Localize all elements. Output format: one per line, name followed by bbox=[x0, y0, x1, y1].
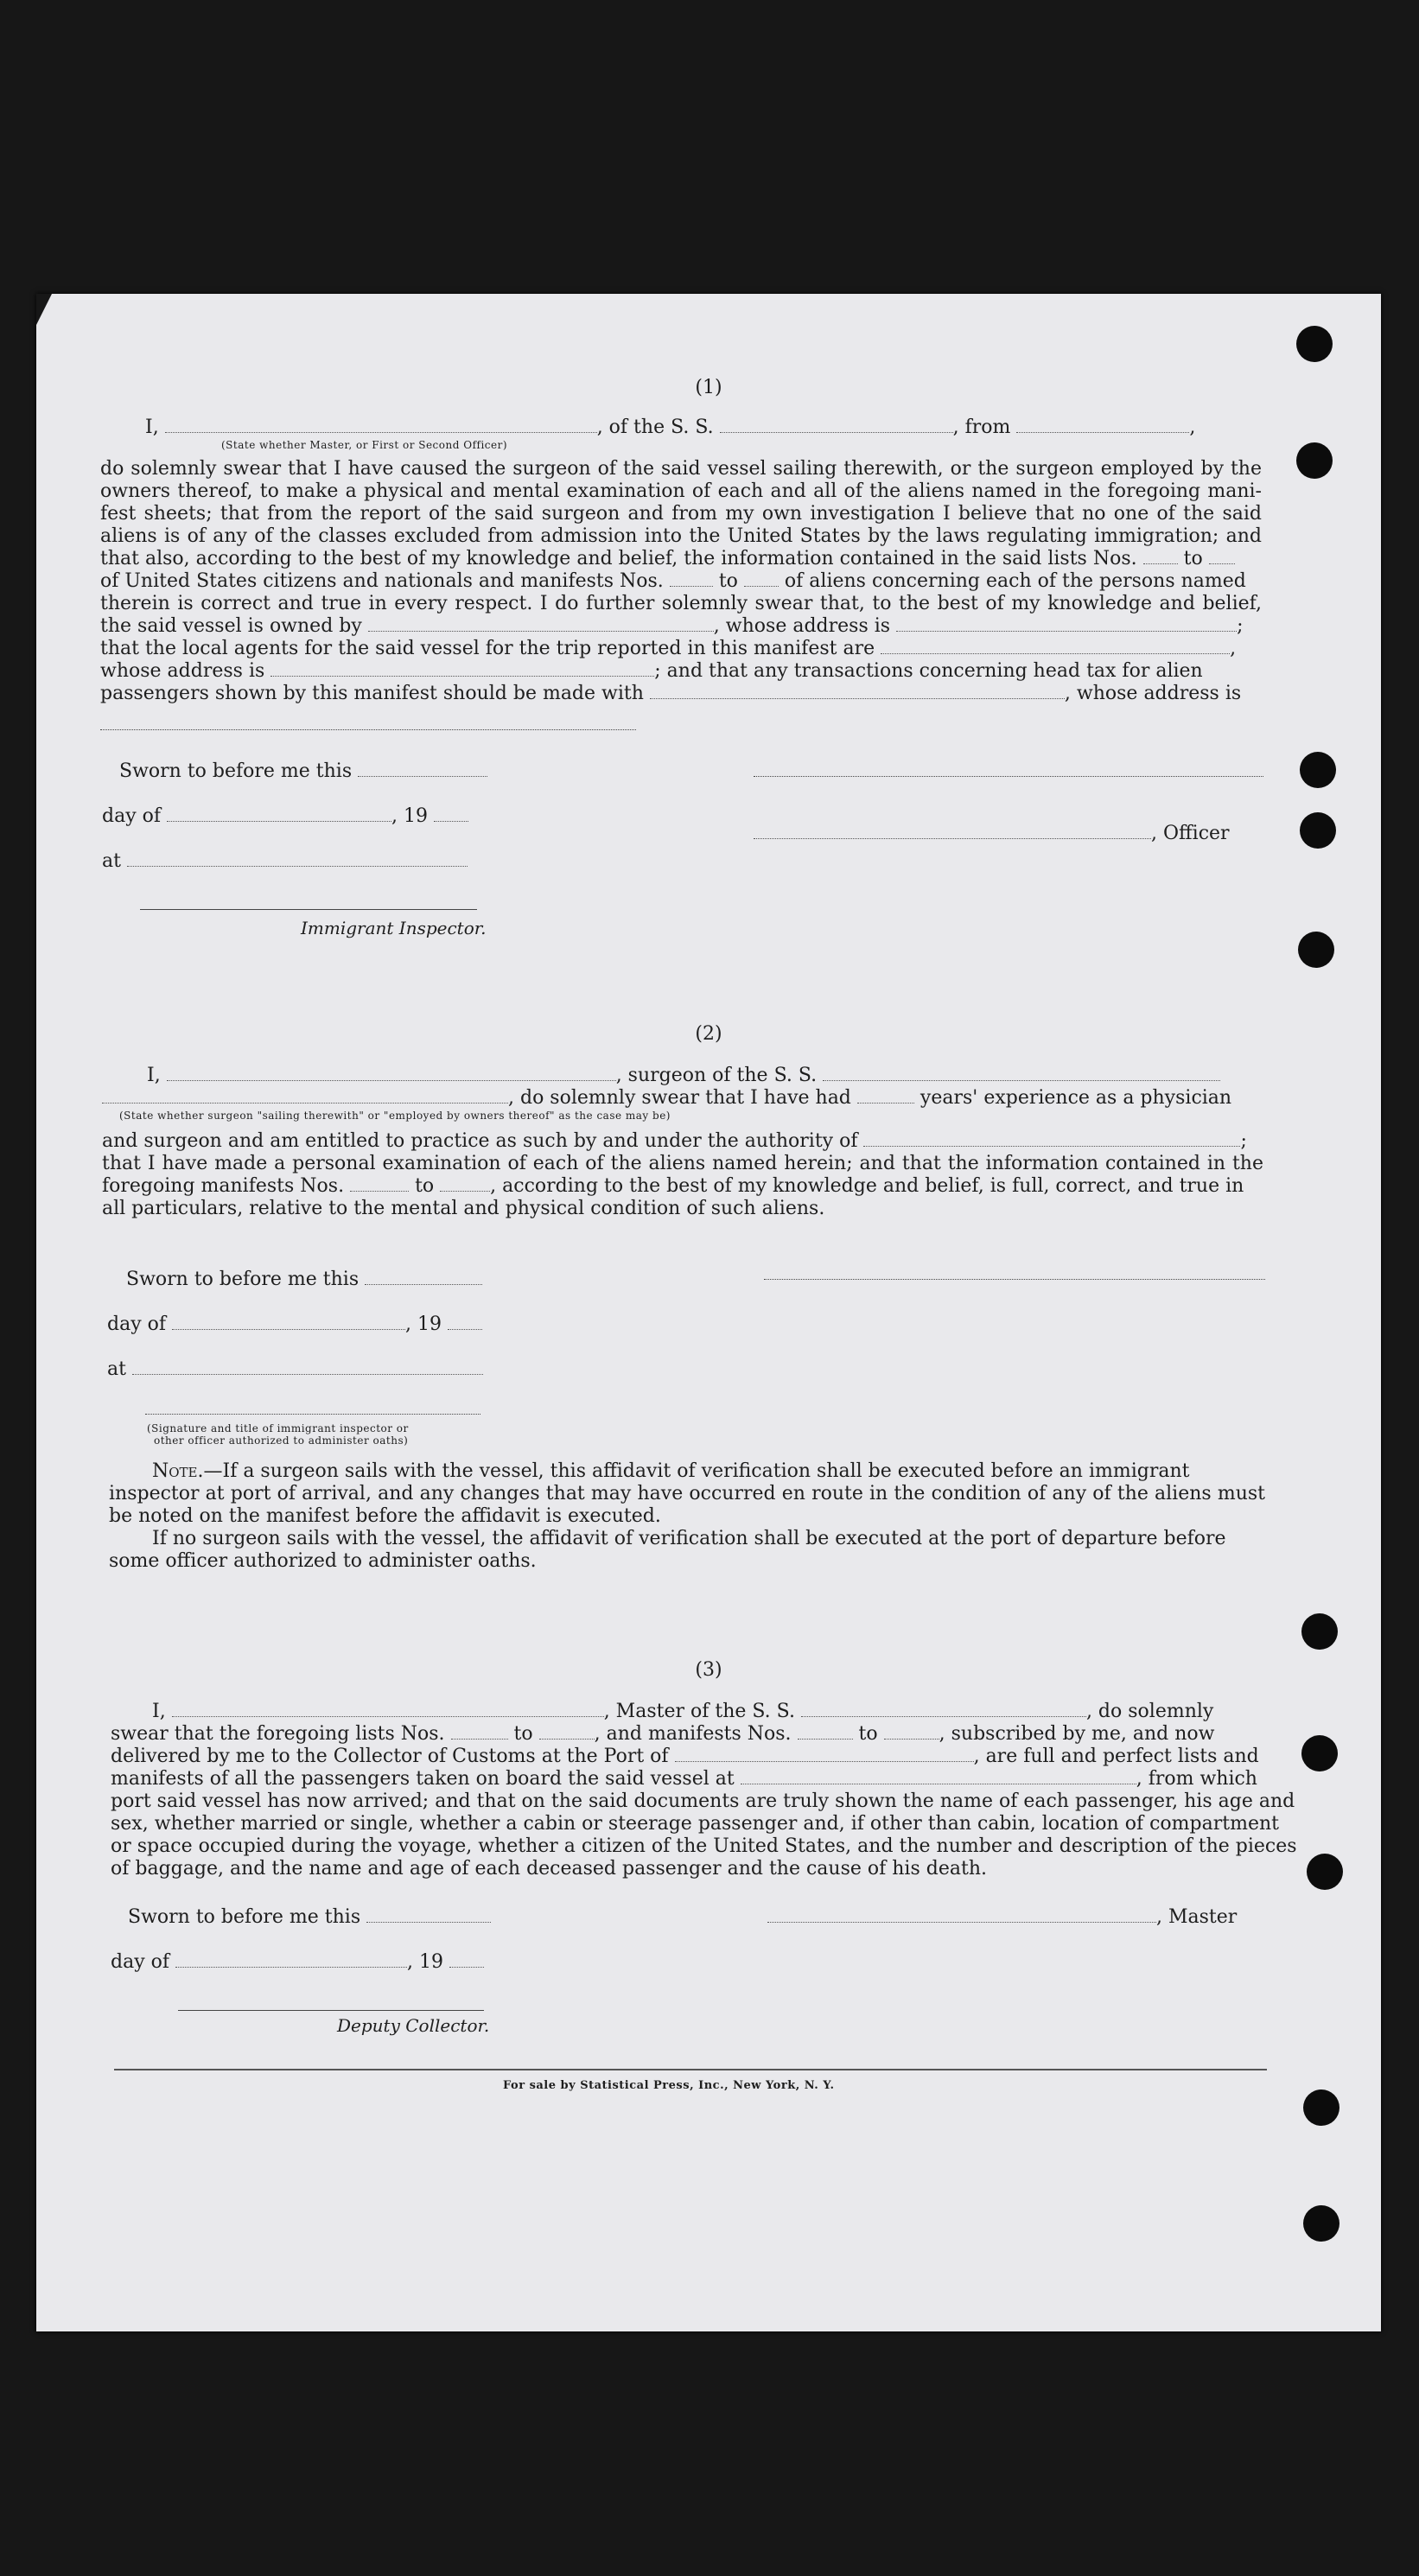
sworn-date-field[interactable] bbox=[358, 760, 487, 777]
section-3-number: (3) bbox=[695, 1659, 722, 1681]
surgeon-name-field[interactable] bbox=[167, 1065, 616, 1081]
printer-imprint: For sale by Statistical Press, Inc., New York, N. Y. bbox=[503, 2079, 835, 2092]
punch-hole bbox=[1298, 932, 1334, 968]
punch-hole bbox=[1300, 752, 1336, 788]
signature-note: (Signature and title of immigrant inspector or bbox=[147, 1422, 409, 1434]
section-3-line-2: swear that the foregoing lists Nos. to , and manifests Nos. to , subscribed by me, and now bbox=[111, 1723, 1215, 1745]
section-3-line-3: delivered by me to the Collector of Customs at the Port of , are full and perfect lists and bbox=[111, 1746, 1259, 1767]
inspector-label: Immigrant Inspector. bbox=[301, 918, 487, 938]
section-2-body-line: all particulars, relative to the mental and physical condition of such aliens. bbox=[102, 1198, 825, 1219]
manifests-from-field[interactable] bbox=[798, 1723, 853, 1740]
year-field[interactable] bbox=[434, 805, 468, 822]
alien-manifest-from-field[interactable] bbox=[670, 570, 713, 587]
section-1-line-1: I, , of the S. S. , from , bbox=[145, 417, 1196, 438]
sworn-line: Sworn to before me this bbox=[128, 1906, 491, 1929]
place-field[interactable] bbox=[132, 1358, 483, 1375]
month-field[interactable] bbox=[167, 805, 391, 822]
vessel-owner-field[interactable] bbox=[368, 615, 714, 632]
officer-signature-line[interactable] bbox=[754, 776, 1263, 777]
master-signature-field[interactable] bbox=[767, 1906, 1156, 1923]
signature-note: other officer authorized to administer oaths) bbox=[154, 1434, 409, 1447]
section-2-number: (2) bbox=[695, 1023, 722, 1045]
surgeon-status-note: (State whether surgeon "sailing therewith" or "employed by owners thereof" as the case may be) bbox=[119, 1110, 671, 1122]
officer-rank-note: (State whether Master, or First or Second Officer) bbox=[221, 439, 508, 451]
section-3-body-line: of baggage, and the name and age of each deceased passenger and the cause of his death. bbox=[111, 1858, 987, 1880]
place-field[interactable] bbox=[127, 850, 468, 867]
master-signature-line: , Master bbox=[767, 1906, 1237, 1929]
section-3-line-1: I, , Master of the S. S. , do solemnly bbox=[152, 1701, 1214, 1722]
officer-line: , Officer bbox=[754, 823, 1230, 845]
master-name-field[interactable] bbox=[172, 1701, 604, 1717]
section-1-body-line: that the local agents for the said vessel for the trip reported in this manifest are , bbox=[100, 638, 1237, 659]
head-tax-contact-field[interactable] bbox=[650, 683, 1065, 699]
practice-authority-field[interactable] bbox=[863, 1130, 1240, 1147]
year-field[interactable] bbox=[449, 1951, 484, 1968]
note-line: inspector at port of arrival, and any changes that may have occurred en route in the condition of any of the aliens must bbox=[109, 1483, 1265, 1504]
day-line: day of , 19 bbox=[102, 805, 468, 828]
local-agents-field[interactable] bbox=[881, 638, 1230, 654]
lists-to-field[interactable] bbox=[539, 1723, 595, 1740]
section-1-body-line: owners thereof, to make a physical and mental examination of each and all of the aliens named in the foregoing mani- bbox=[100, 480, 1262, 502]
departure-port-field[interactable] bbox=[1016, 417, 1189, 433]
surgeon-status-field[interactable] bbox=[102, 1087, 508, 1104]
manifests-to-field[interactable] bbox=[884, 1723, 939, 1740]
citizen-list-from-field[interactable] bbox=[1143, 548, 1178, 564]
inspector-signature-line[interactable] bbox=[140, 909, 477, 910]
section-2-body-line: that I have made a personal examination of each of the aliens named herein; and that the information contained in the bbox=[102, 1153, 1263, 1174]
section-1-body-line: that also, according to the best of my knowledge and belief, the information contained in the said lists Nos. to bbox=[100, 548, 1235, 570]
month-field[interactable] bbox=[175, 1951, 407, 1968]
at-line: at bbox=[102, 850, 468, 873]
at-line: at bbox=[107, 1358, 483, 1381]
inspector-signature-line[interactable] bbox=[145, 1414, 480, 1415]
section-3-body-line: or space occupied during the voyage, whether a citizen of the United States, and the number and description of the pieces bbox=[111, 1835, 1297, 1857]
boarding-port-field[interactable] bbox=[741, 1768, 1136, 1784]
sworn-date-field[interactable] bbox=[365, 1269, 482, 1285]
collector-signature-line[interactable] bbox=[178, 2010, 484, 2011]
section-2-line-2: , do solemnly swear that I have had years' experience as a physician bbox=[102, 1087, 1231, 1110]
section-1-number: (1) bbox=[695, 377, 722, 398]
address-continuation-line[interactable] bbox=[100, 729, 636, 730]
manifest-from-field[interactable] bbox=[350, 1175, 409, 1192]
punch-hole bbox=[1303, 2089, 1339, 2126]
section-1-body-line: fest sheets; that from the report of the said surgeon and from my own investigation I believe that no one of the said bbox=[100, 503, 1262, 525]
customs-port-field[interactable] bbox=[675, 1746, 974, 1762]
section-2-line-1: I, , surgeon of the S. S. bbox=[147, 1065, 1220, 1087]
surgeon-vessel-field[interactable] bbox=[823, 1065, 1220, 1081]
manifest-form-page bbox=[36, 294, 1381, 2331]
owner-address-field[interactable] bbox=[896, 615, 1237, 632]
section-1-body-line: therein is correct and true in every respect. I do further solemnly swear that, to the best of my knowledge and belief, bbox=[100, 593, 1262, 614]
sworn-line: Sworn to before me this bbox=[126, 1269, 482, 1291]
punch-hole bbox=[1303, 2205, 1339, 2242]
officer-name-field[interactable] bbox=[165, 417, 597, 433]
section-1-body-line: whose address is ; and that any transactions concerning head tax for alien bbox=[100, 660, 1203, 682]
section-1-body-line: of United States citizens and nationals and manifests Nos. to of aliens concerning each of the persons named bbox=[100, 570, 1246, 592]
surgeon-signature-line[interactable] bbox=[764, 1279, 1265, 1280]
punch-hole bbox=[1296, 326, 1333, 362]
agents-address-field[interactable] bbox=[270, 660, 654, 677]
day-line: day of , 19 bbox=[111, 1951, 484, 1974]
sworn-date-field[interactable] bbox=[366, 1906, 491, 1923]
sworn-line: Sworn to before me this bbox=[119, 760, 487, 783]
alien-manifest-to-field[interactable] bbox=[744, 570, 779, 587]
section-1-body-line: aliens is of any of the classes excluded from admission into the United States by the laws regulating immigration; and bbox=[100, 525, 1262, 547]
section-2-line-3: and surgeon and am entitled to practice as such by and under the authority of ; bbox=[102, 1130, 1247, 1152]
note-line: Note.—If a surgeon sails with the vessel, this affidavit of verification shall be executed before an immigrant bbox=[152, 1460, 1190, 1482]
note-label: Note. bbox=[152, 1460, 204, 1482]
footer-rule bbox=[114, 2069, 1267, 2070]
year-field[interactable] bbox=[448, 1313, 482, 1330]
manifest-to-field[interactable] bbox=[440, 1175, 490, 1192]
section-1-body-line: do solemnly swear that I have caused the surgeon of the said vessel sailing therewith, or the surgeon employed by the bbox=[100, 458, 1262, 480]
section-3-body-line: port said vessel has now arrived; and that on the said documents are truly shown the name of each passenger, his age and bbox=[111, 1790, 1295, 1812]
section-1-body-line: the said vessel is owned by , whose address is ; bbox=[100, 615, 1244, 637]
punch-hole bbox=[1300, 812, 1336, 849]
punch-hole bbox=[1301, 1735, 1338, 1771]
section-1-body-line: passengers shown by this manifest should be made with , whose address is bbox=[100, 683, 1242, 704]
section-3-line-4: manifests of all the passengers taken on board the said vessel at , from which bbox=[111, 1768, 1257, 1790]
years-experience-field[interactable] bbox=[857, 1087, 914, 1104]
month-field[interactable] bbox=[172, 1313, 405, 1330]
master-vessel-field[interactable] bbox=[801, 1701, 1086, 1717]
note-line: be noted on the manifest before the affidavit is executed. bbox=[109, 1505, 661, 1527]
punch-hole bbox=[1301, 1613, 1338, 1650]
section-2-line-5: foregoing manifests Nos. to , according to the best of my knowledge and belief, is full, correct, and true in bbox=[102, 1175, 1244, 1197]
day-line: day of , 19 bbox=[107, 1313, 482, 1336]
officer-title-field[interactable] bbox=[754, 823, 1151, 839]
note-line: If no surgeon sails with the vessel, the affidavit of verification shall be executed at the port of departure before bbox=[152, 1528, 1226, 1549]
lists-from-field[interactable] bbox=[451, 1723, 508, 1740]
vessel-name-field[interactable] bbox=[720, 417, 953, 433]
punch-hole bbox=[1296, 442, 1333, 479]
citizen-list-to-field[interactable] bbox=[1209, 548, 1235, 564]
note-line: some officer authorized to administer oaths. bbox=[109, 1550, 537, 1572]
collector-label: Deputy Collector. bbox=[337, 2015, 490, 2036]
punch-hole bbox=[1307, 1854, 1343, 1890]
section-3-body-line: sex, whether married or single, whether a cabin or steerage passenger and, if other than cabin, location of compartment bbox=[111, 1813, 1279, 1835]
